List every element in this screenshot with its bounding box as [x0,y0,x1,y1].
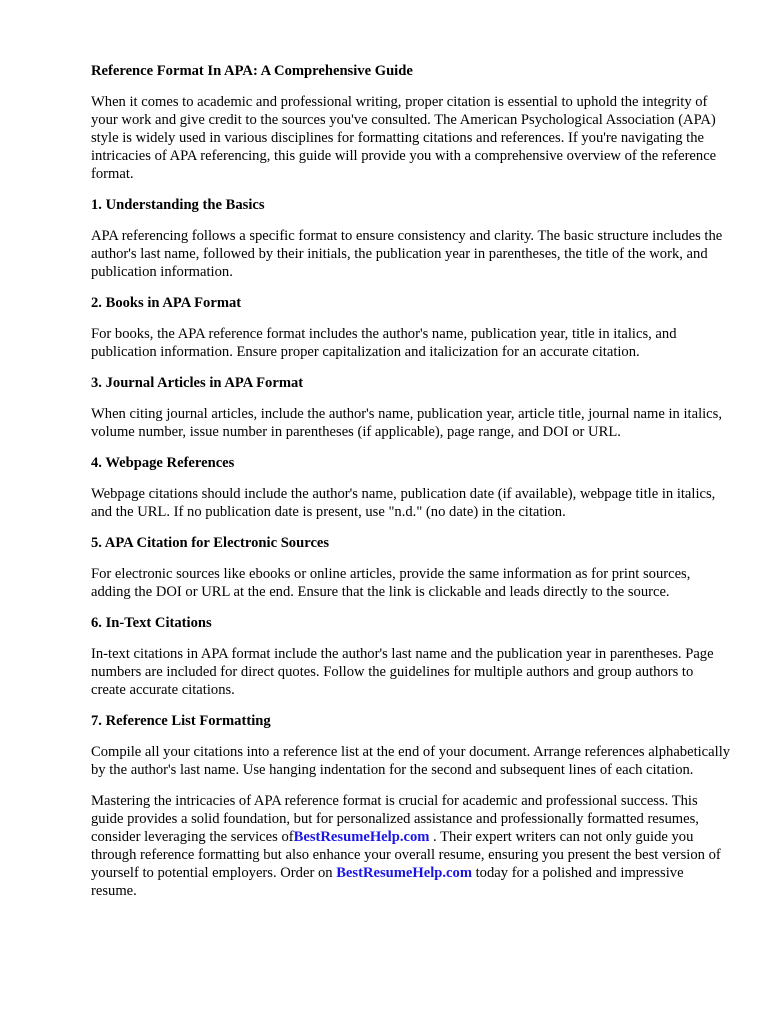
bestresumehelp-link-1[interactable]: BestResumeHelp.com [293,829,430,845]
document-page [91,62,731,913]
section-body-journal-articles: When citing journal articles, include the author's name, publication year, article title, journal name in italics, volume number, issue number in parentheses (if applicable), page range, and DOI or URL. [91,406,722,440]
bestresumehelp-link-2[interactable]: BestResumeHelp.com [336,865,472,881]
section-heading-reference-list: 7. Reference List Formatting [91,713,271,729]
section-body-webpage-references: Webpage citations should include the author's name, publication date (if available), webpage title in italics, and the URL. If no publication date is present, use "n.d." (no date) in the citation. [91,486,716,520]
document-title: Reference Format In APA: A Comprehensive Guide [91,63,413,79]
section-heading-in-text-citations: 6. In-Text Citations [91,615,212,631]
section-body-reference-list: Compile all your citations into a reference list at the end of your document. Arrange references alphabetically by the author's last name. Use hanging indentation for the second and subsequent lines of each citation. [91,744,731,778]
closing-text-1: Mastering the intricacies of APA reference format is crucial for academic and professional success. This guide provides a solid foundation, but for personalized assistance and professionally formatted resumes, consider leveraging the services of [91,793,699,845]
section-body-basics: APA referencing follows a specific format to ensure consistency and clarity. The basic structure includes the author's last name, followed by their initials, the publication year in parentheses, the title of the work, and publication information. [91,228,723,280]
section-heading-books: 2. Books in APA Format [91,295,242,311]
intro-paragraph: When it comes to academic and professional writing, proper citation is essential to uphold the integrity of your work and give credit to the sources you've consulted. The American Psychological Association (APA) style is widely used in various disciplines for formatting citations and references. If you're navigating the intricacies of APA referencing, this guide will provide you with a comprehensive overview of the reference format. [91,94,717,182]
section-heading-electronic-sources: 5. APA Citation for Electronic Sources [91,535,330,551]
closing-text-3: today for a polished and impressive resume. [91,865,684,899]
section-body-electronic-sources: For electronic sources like ebooks or online articles, provide the same information as for print sources, adding the DOI or URL at the end. Ensure that the link is clickable and leads directly to the source. [91,566,691,600]
closing-text-2: . Their expert writers can not only guide you through reference formatting but also enhance your overall resume, ensuring you present the best version of yourself to potential employers. Order on [91,829,721,881]
closing-paragraph [91,792,731,900]
section-body-in-text-citations: In-text citations in APA format include the author's last name and the publication year in parentheses. Page numbers are included for direct quotes. Follow the guidelines for multiple authors and group authors to create accurate citations. [91,646,714,698]
section-heading-journal-articles: 3. Journal Articles in APA Format [91,375,304,391]
section-heading-webpage-references: 4. Webpage References [91,455,235,471]
section-body-books: For books, the APA reference format includes the author's name, publication year, title in italics, and publication information. Ensure proper capitalization and italicization for an accurate citation. [91,326,677,360]
section-heading-basics: 1. Understanding the Basics [91,197,265,213]
